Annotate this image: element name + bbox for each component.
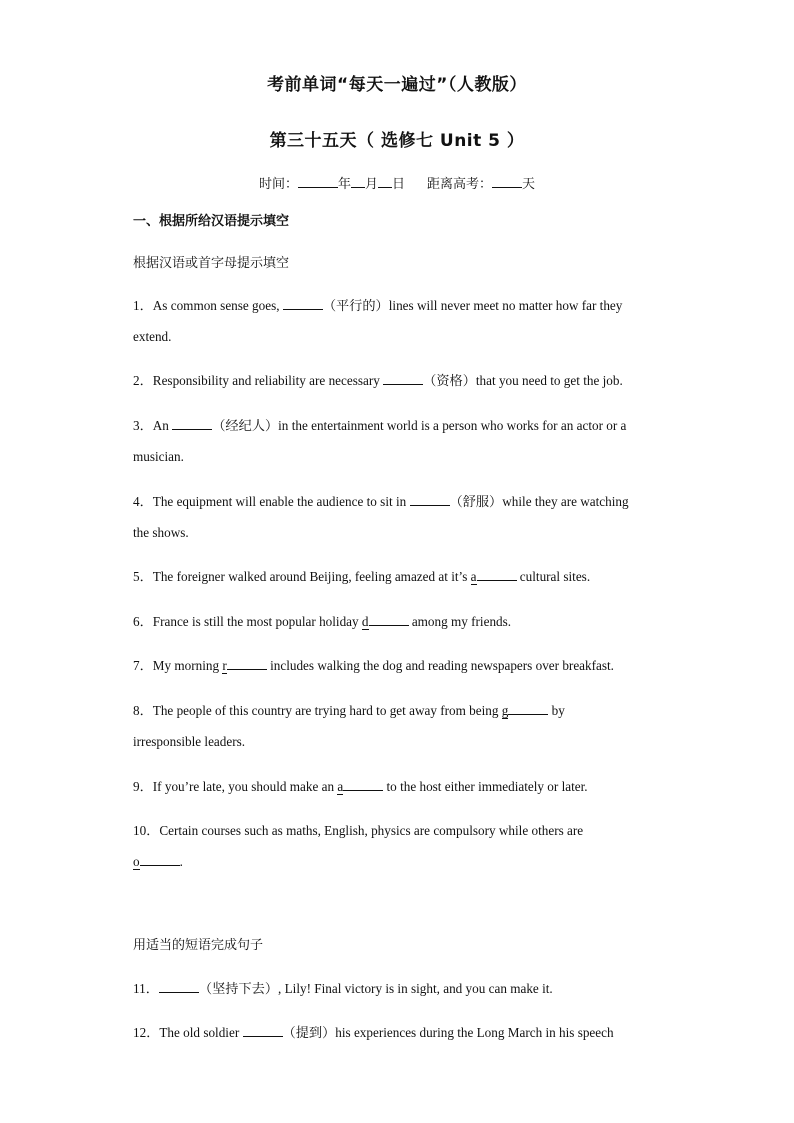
date-line bbox=[0, 173, 794, 192]
first-letter-hint: d bbox=[361, 614, 369, 629]
section-1-instruction: 根据汉语或首字母提示填空 bbox=[133, 256, 290, 271]
question-7: 7．My morning r includes walking the dog and reading newspapers over breakfast. bbox=[133, 650, 673, 681]
question-4: 4．The equipment will enable the audience to sit in （舒服）while they are watching the shows. bbox=[133, 486, 673, 548]
answer-blank[interactable] bbox=[172, 415, 212, 430]
page-subtitle: 第三十五天（ 选修七 Unit 5 ） bbox=[269, 131, 525, 151]
first-letter-hint: r bbox=[222, 658, 227, 673]
day-blank[interactable] bbox=[378, 173, 392, 188]
first-letter-hint: o bbox=[133, 854, 140, 869]
question-9: 9．If you’re late, you should make an a to the host either immediately or later. bbox=[133, 771, 663, 802]
question-6: 6．France is still the most popular holiday d among my friends. bbox=[133, 606, 663, 637]
day-label: 日 bbox=[392, 177, 406, 192]
first-letter-hint: g bbox=[501, 703, 509, 718]
section-1-heading: 一、根据所给汉语提示填空 bbox=[133, 214, 290, 229]
month-blank[interactable] bbox=[351, 173, 365, 188]
answer-blank[interactable] bbox=[477, 566, 517, 581]
days-blank[interactable] bbox=[492, 173, 522, 188]
answer-blank[interactable] bbox=[159, 978, 199, 993]
question-5: 5．The foreigner walked around Beijing, feeling amazed at it’s a cultural sites. bbox=[133, 561, 663, 592]
year-blank[interactable] bbox=[298, 173, 338, 188]
answer-blank[interactable] bbox=[369, 611, 409, 626]
answer-blank[interactable] bbox=[140, 851, 180, 866]
answer-blank[interactable] bbox=[243, 1022, 283, 1037]
answer-blank[interactable] bbox=[283, 295, 323, 310]
first-letter-hint: a bbox=[470, 569, 477, 584]
year-label: 年 bbox=[337, 177, 351, 192]
question-2: 2．Responsibility and reliability are necessary （资格）that you need to get the job. bbox=[133, 365, 673, 396]
first-letter-hint: a bbox=[337, 779, 344, 794]
question-11: 11． （坚持下去）, Lily! Final victory is in sight, and you can make it. bbox=[133, 973, 663, 1004]
section-2-instruction: 用适当的短语完成句子 bbox=[133, 938, 264, 953]
question-1: 1．As common sense goes, （平行的）lines will never meet no matter how far they extend. bbox=[133, 290, 663, 352]
answer-blank[interactable] bbox=[343, 776, 383, 791]
exam-label: 距离高考： bbox=[427, 177, 493, 192]
answer-blank[interactable] bbox=[383, 370, 423, 385]
question-12: 12．The old soldier （提到）his experiences during the Long March in his speech bbox=[133, 1017, 663, 1048]
page-title: 考前单词“每天一遍过”（人教版） bbox=[267, 75, 527, 95]
time-label: 时间： bbox=[258, 177, 298, 192]
days-label: 天 bbox=[522, 177, 536, 192]
month-label: 月 bbox=[364, 177, 378, 192]
question-8: 8．The people of this country are trying hard to get away from being g by irresponsible leaders. bbox=[133, 695, 663, 757]
question-3: 3．An （经纪人）in the entertainment world is a person who works for an actor or a musician. bbox=[133, 410, 663, 472]
answer-blank[interactable] bbox=[508, 700, 548, 715]
question-10: 10．Certain courses such as maths, English, physics are compulsory while others are o . bbox=[133, 823, 584, 869]
answer-blank[interactable] bbox=[410, 491, 450, 506]
answer-blank[interactable] bbox=[227, 655, 267, 670]
